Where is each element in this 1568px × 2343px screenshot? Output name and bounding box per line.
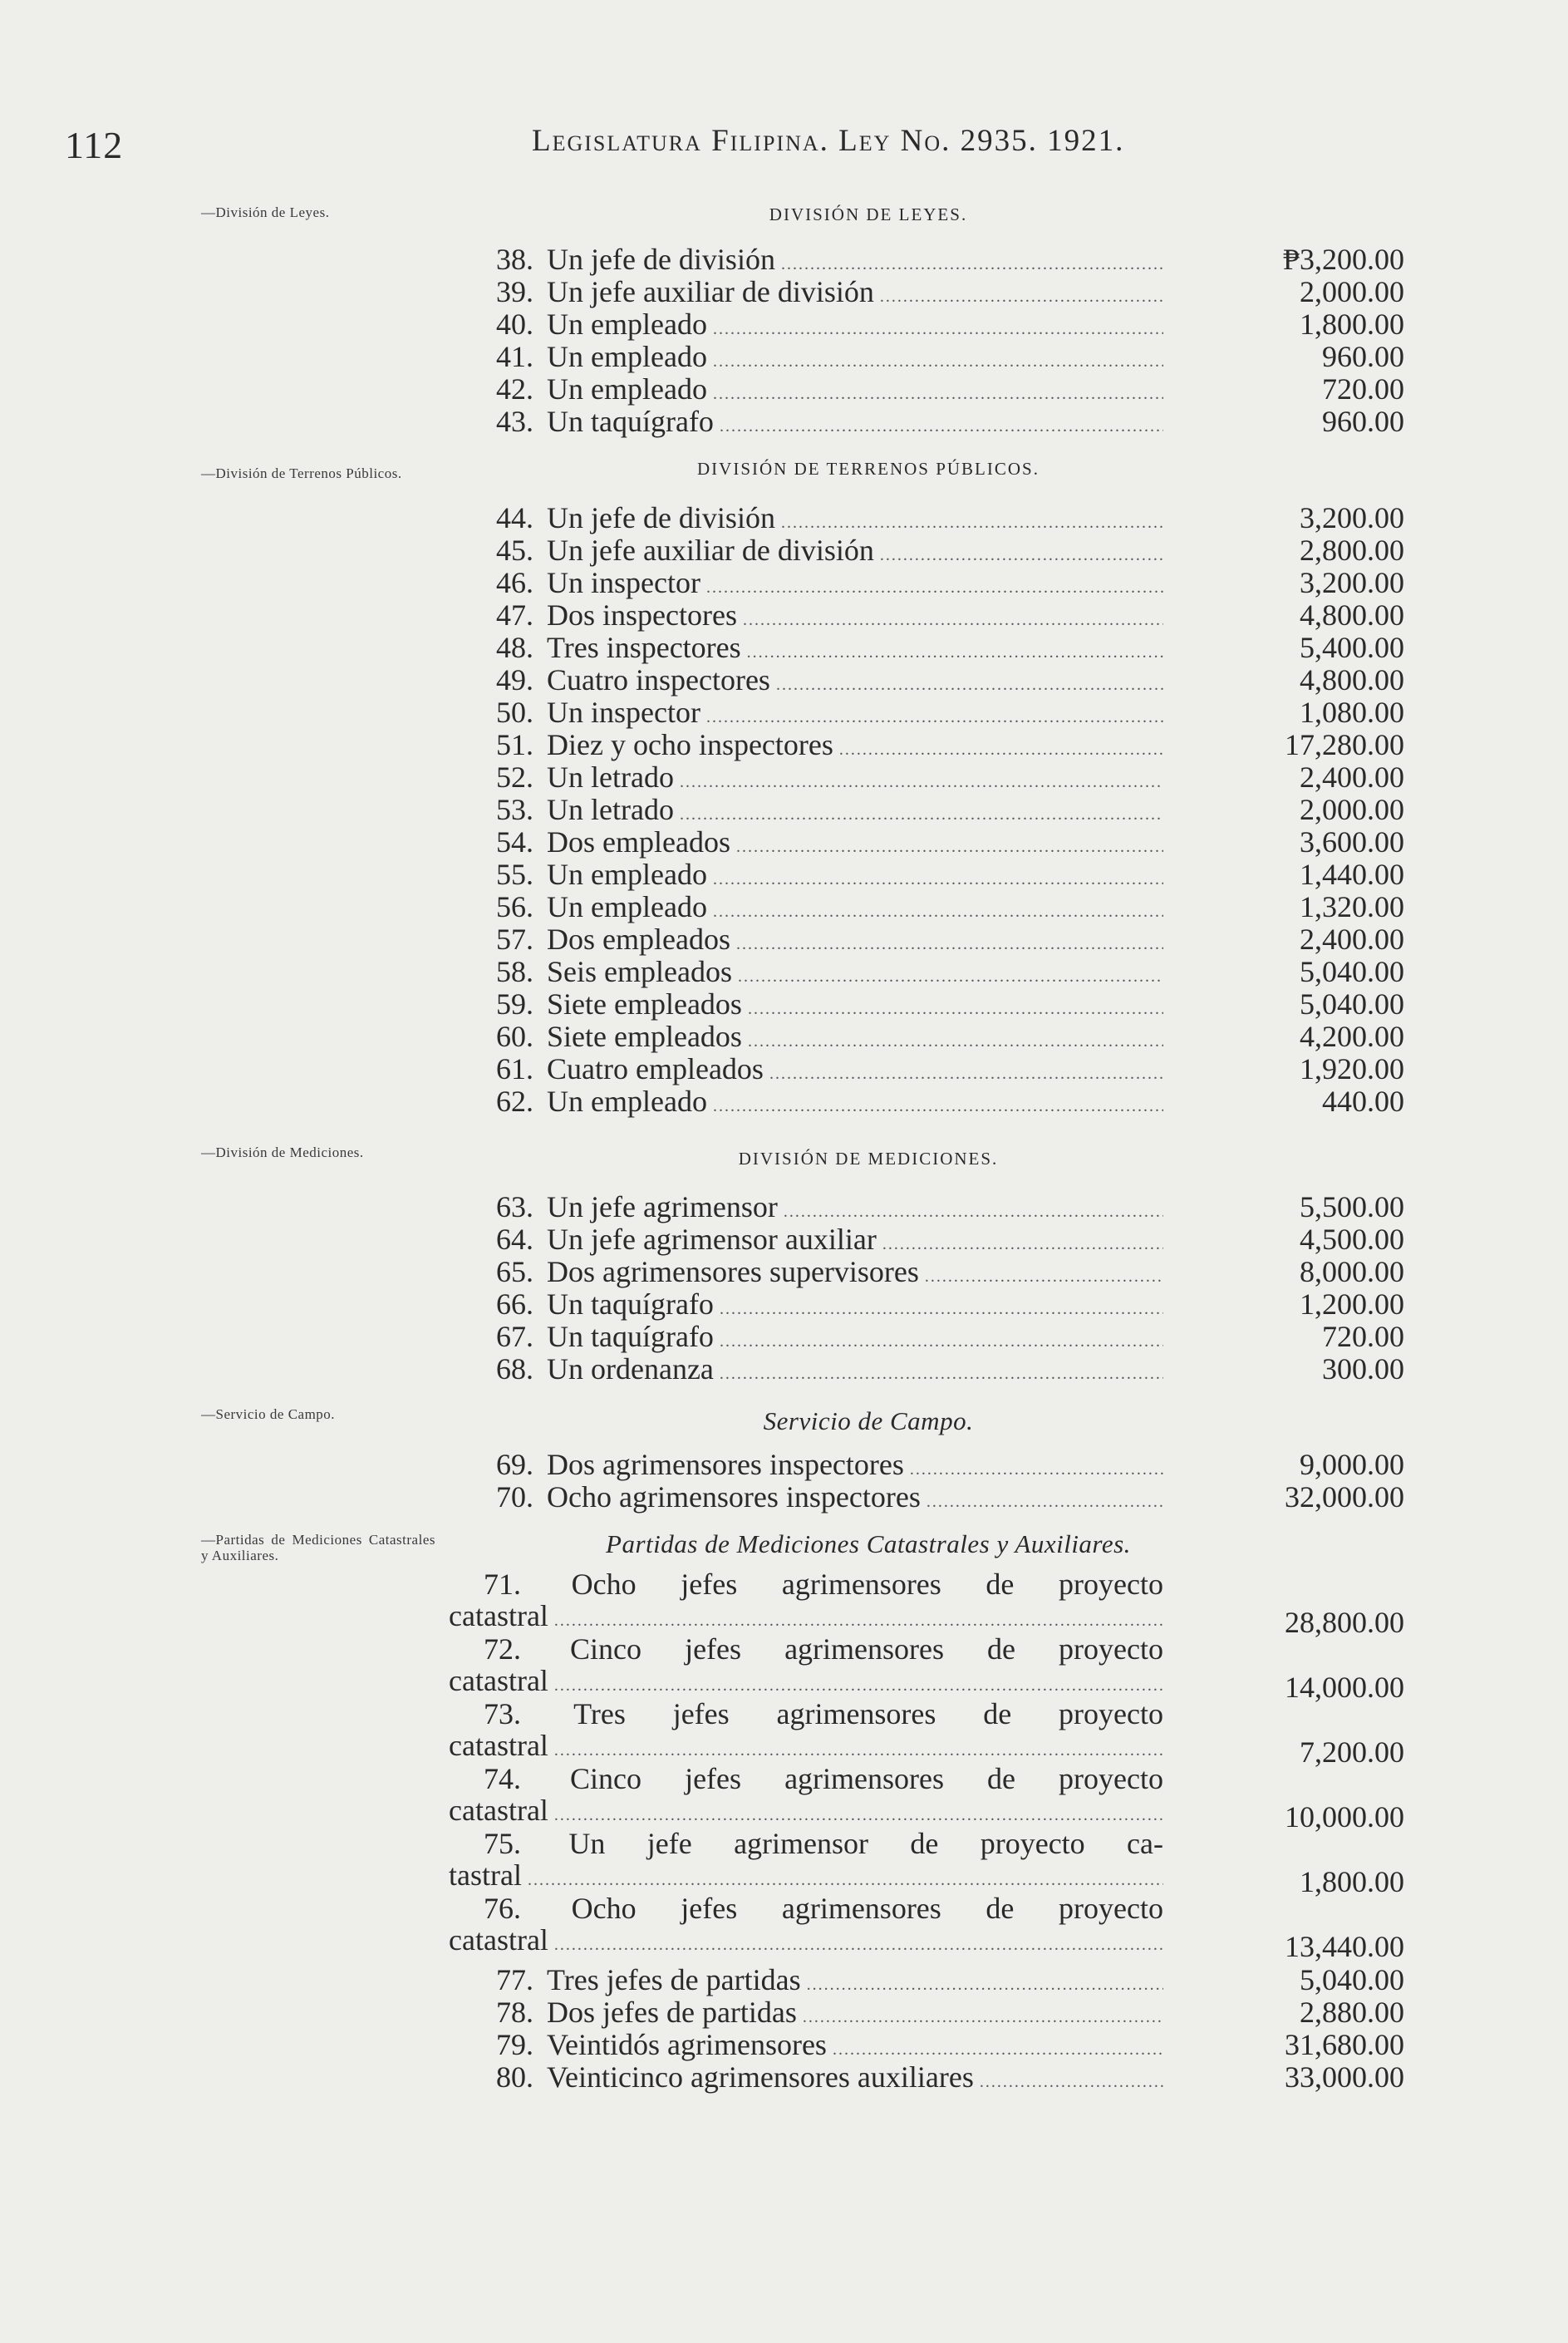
item-amount: 2,400.00 — [1300, 923, 1404, 956]
list-item — [0, 1223, 1568, 1256]
list-item — [0, 890, 1568, 923]
item-number: 78. — [496, 1996, 533, 2029]
list-item — [0, 858, 1568, 891]
item-description: Cuatro inspectores ..... — [547, 663, 1163, 701]
item-description: Un jefe agrimensor ..... — [547, 1190, 1163, 1228]
item-amount: 440.00 — [1322, 1085, 1404, 1118]
item-description: Dos empleados ..... — [547, 923, 1163, 961]
item-description: Un empleado ..... — [547, 890, 1163, 928]
item-line-2: catastral ..... — [449, 1924, 1163, 1961]
item-amount: 4,200.00 — [1300, 1020, 1404, 1053]
item-amount: 5,500.00 — [1300, 1190, 1404, 1223]
item-description: Veintidós agrimensores ..... — [547, 2028, 1163, 2066]
list-item — [0, 1762, 1568, 1834]
item-number: 38. — [496, 243, 533, 276]
item-line-2: tastral ..... — [449, 1859, 1163, 1896]
list-item — [0, 1255, 1568, 1288]
item-number: 72. — [484, 1632, 521, 1666]
list-item — [0, 372, 1568, 406]
item-line-1 — [449, 1633, 1163, 1665]
item-number: 68. — [496, 1352, 533, 1386]
list-item — [0, 760, 1568, 794]
list-item — [0, 663, 1568, 697]
list-item — [0, 1996, 1568, 2029]
list-item — [0, 1448, 1568, 1481]
list-item — [0, 598, 1568, 632]
section-heading: DIVISIÓN DE LEYES. — [769, 204, 968, 224]
item-number: 40. — [496, 308, 533, 341]
item-description: Cinco jefes agrimensores de proyecto — [570, 1632, 1164, 1666]
item-number: 46. — [496, 566, 533, 599]
item-line-1 — [449, 1568, 1163, 1600]
item-description: Un taquígrafo ..... — [547, 405, 1163, 443]
section-heading: Servicio de Campo. — [763, 1406, 974, 1435]
item-amount: 720.00 — [1322, 1320, 1404, 1353]
item-number: 57. — [496, 923, 533, 956]
item-number: 54. — [496, 825, 533, 859]
item-description: Siete empleados ..... — [547, 987, 1163, 1026]
item-description: Cuatro empleados ..... — [547, 1052, 1163, 1090]
item-description: Tres jefes agrimensores de proyecto — [573, 1697, 1163, 1730]
item-amount: 720.00 — [1322, 372, 1404, 406]
item-number: 74. — [484, 1762, 521, 1795]
item-description: Tres jefes de partidas ..... — [547, 1963, 1163, 2001]
item-number: 76. — [484, 1892, 521, 1925]
item-amount: 2,880.00 — [1300, 1996, 1404, 2029]
item-amount: 10,000.00 — [1285, 1800, 1404, 1834]
item-amount: 13,440.00 — [1285, 1930, 1404, 1963]
item-description: Ocho agrimensores inspectores ..... — [547, 1480, 1163, 1519]
list-item — [0, 405, 1568, 438]
item-number: 48. — [496, 631, 533, 664]
item-amount: 5,040.00 — [1300, 955, 1404, 988]
item-number: 70. — [496, 1480, 533, 1514]
item-description: Un taquígrafo ..... — [547, 1320, 1163, 1358]
margin-note-division-leyes: —División de Leyes. — [201, 204, 330, 220]
item-number: 64. — [496, 1223, 533, 1256]
item-description: Seis empleados ..... — [547, 955, 1163, 993]
item-amount: 1,320.00 — [1300, 890, 1404, 923]
item-line-1 — [449, 1828, 1163, 1859]
item-amount: 3,200.00 — [1300, 501, 1404, 534]
item-description: Diez y ocho inspectores ..... — [547, 728, 1163, 766]
list-item — [0, 1352, 1568, 1386]
item-number: 42. — [496, 372, 533, 406]
item-amount: 14,000.00 — [1285, 1671, 1404, 1704]
item-line-2: catastral ..... — [449, 1794, 1163, 1831]
list-item — [0, 1320, 1568, 1353]
item-number: 69. — [496, 1448, 533, 1481]
item-description: Dos jefes de partidas ..... — [547, 1996, 1163, 2034]
item-number: 45. — [496, 534, 533, 567]
item-number: 47. — [496, 598, 533, 632]
item-number: 80. — [496, 2060, 533, 2094]
list-item — [0, 923, 1568, 956]
item-description: Un empleado ..... — [547, 308, 1163, 346]
list-item — [0, 825, 1568, 859]
item-amount: 1,920.00 — [1300, 1052, 1404, 1085]
item-number: 65. — [496, 1255, 533, 1288]
item-amount: 17,280.00 — [1285, 728, 1404, 761]
item-description: Un empleado ..... — [547, 340, 1163, 378]
list-item — [0, 1052, 1568, 1085]
item-amount: 33,000.00 — [1285, 2060, 1404, 2094]
item-number: 44. — [496, 501, 533, 534]
item-description: Un jefe auxiliar de división ..... — [547, 275, 1163, 313]
list-item — [0, 308, 1568, 341]
item-amount: 5,040.00 — [1300, 1963, 1404, 1996]
item-number: 60. — [496, 1020, 533, 1053]
item-number: 59. — [496, 987, 533, 1021]
item-number: 79. — [496, 2028, 533, 2061]
item-amount: 1,200.00 — [1300, 1287, 1404, 1321]
item-amount: 300.00 — [1322, 1352, 1404, 1386]
item-line-2: catastral ..... — [449, 1600, 1163, 1637]
list-item — [0, 793, 1568, 826]
item-amount: 9,000.00 — [1300, 1448, 1404, 1481]
item-amount: 3,200.00 — [1300, 566, 1404, 599]
list-item — [0, 1085, 1568, 1118]
item-description: Un inspector ..... — [547, 566, 1163, 604]
item-amount: 31,680.00 — [1285, 2028, 1404, 2061]
section-heading: DIVISIÓN DE MEDICIONES. — [738, 1149, 999, 1169]
list-item — [0, 275, 1568, 308]
item-number: 75. — [484, 1827, 521, 1860]
item-description: Ocho jefes agrimensores de proyecto — [571, 1892, 1163, 1925]
item-number: 77. — [496, 1963, 533, 1996]
item-description: Un empleado ..... — [547, 372, 1163, 411]
list-item — [0, 1568, 1568, 1639]
item-amount: 5,040.00 — [1300, 987, 1404, 1021]
item-number: 58. — [496, 955, 533, 988]
section-heading: Partidas de Mediciones Catastrales y Auxiliares. — [606, 1529, 1131, 1558]
item-amount: ₱3,200.00 — [1282, 243, 1404, 276]
list-item — [0, 1827, 1568, 1898]
item-amount: 4,800.00 — [1300, 663, 1404, 697]
item-number: 53. — [496, 793, 533, 826]
item-amount: 2,800.00 — [1300, 534, 1404, 567]
item-description: Un jefe agrimensor de proyecto ca- — [568, 1827, 1164, 1860]
item-amount: 28,800.00 — [1285, 1606, 1404, 1639]
item-description: Un empleado ..... — [547, 1085, 1163, 1123]
item-description: Un empleado ..... — [547, 858, 1163, 896]
item-description: Veinticinco agrimensores auxiliares ..... — [547, 2060, 1163, 2099]
item-number: 49. — [496, 663, 533, 697]
list-item — [0, 1020, 1568, 1053]
list-item — [0, 696, 1568, 729]
item-line-1 — [449, 1763, 1163, 1794]
item-description: Siete empleados ..... — [547, 1020, 1163, 1058]
item-amount: 4,800.00 — [1300, 598, 1404, 632]
running-head: Legislatura Filipina. Ley No. 2935. 1921. — [532, 124, 1125, 158]
margin-note-division-terrenos: —División de Terrenos Públicos. — [201, 465, 402, 481]
list-item — [0, 501, 1568, 534]
item-description: Un ordenanza ..... — [547, 1352, 1163, 1391]
item-amount: 1,800.00 — [1300, 1865, 1404, 1898]
item-amount: 1,440.00 — [1300, 858, 1404, 891]
item-number: 67. — [496, 1320, 533, 1353]
item-amount: 3,600.00 — [1300, 825, 1404, 859]
item-number: 62. — [496, 1085, 533, 1118]
item-amount: 32,000.00 — [1285, 1480, 1404, 1514]
item-description: Ocho jefes agrimensores de proyecto — [571, 1568, 1163, 1601]
item-number: 73. — [484, 1697, 521, 1730]
item-description: Un jefe agrimensor auxiliar ..... — [547, 1223, 1163, 1261]
list-item — [0, 987, 1568, 1021]
item-description: Un jefe de división ..... — [547, 243, 1163, 281]
list-item — [0, 1632, 1568, 1704]
margin-note-division-mediciones: —División de Mediciones. — [201, 1144, 364, 1160]
list-item — [0, 1963, 1568, 1996]
item-number: 63. — [496, 1190, 533, 1223]
item-description: Cinco jefes agrimensores de proyecto — [570, 1762, 1164, 1795]
item-amount: 2,400.00 — [1300, 760, 1404, 794]
item-amount: 960.00 — [1322, 405, 1404, 438]
item-description: Dos agrimensores inspectores ..... — [547, 1448, 1163, 1486]
item-line-2: catastral ..... — [449, 1730, 1163, 1766]
item-number: 55. — [496, 858, 533, 891]
item-line-2: catastral ..... — [449, 1665, 1163, 1701]
item-number: 51. — [496, 728, 533, 761]
item-description: Un jefe auxiliar de división ..... — [547, 534, 1163, 572]
item-amount: 4,500.00 — [1300, 1223, 1404, 1256]
item-description: Un jefe de división ..... — [547, 501, 1163, 539]
item-number: 52. — [496, 760, 533, 794]
item-number: 56. — [496, 890, 533, 923]
item-amount: 1,800.00 — [1300, 308, 1404, 341]
item-description: Dos agrimensores supervisores ..... — [547, 1255, 1163, 1293]
margin-note-servicio-campo: —Servicio de Campo. — [201, 1406, 336, 1422]
item-number: 66. — [496, 1287, 533, 1321]
item-number: 61. — [496, 1052, 533, 1085]
item-amount: 1,080.00 — [1300, 696, 1404, 729]
margin-note-partidas-mediciones: —Partidas de Mediciones Catastrales y Auxiliares. — [201, 1532, 435, 1563]
section-heading: DIVISIÓN DE TERRENOS PÚBLICOS. — [697, 459, 1040, 479]
item-amount: 960.00 — [1322, 340, 1404, 373]
list-item — [0, 728, 1568, 761]
list-item — [0, 1480, 1568, 1514]
item-description: Un letrado ..... — [547, 793, 1163, 831]
list-item — [0, 1697, 1568, 1769]
list-item — [0, 340, 1568, 373]
item-number: 43. — [496, 405, 533, 438]
item-description: Un taquígrafo ..... — [547, 1287, 1163, 1326]
list-item — [0, 955, 1568, 988]
list-item — [0, 631, 1568, 664]
item-amount: 7,200.00 — [1300, 1735, 1404, 1769]
item-amount: 8,000.00 — [1300, 1255, 1404, 1288]
list-item — [0, 2060, 1568, 2094]
list-item — [0, 566, 1568, 599]
list-item — [0, 1190, 1568, 1223]
list-item — [0, 1287, 1568, 1321]
item-line-1 — [449, 1698, 1163, 1730]
item-description: Tres inspectores ..... — [547, 631, 1163, 669]
list-item — [0, 534, 1568, 567]
item-line-1 — [449, 1893, 1163, 1924]
list-item — [0, 1892, 1568, 1963]
item-description: Dos empleados ..... — [547, 825, 1163, 864]
item-amount: 5,400.00 — [1300, 631, 1404, 664]
item-number: 71. — [484, 1568, 521, 1601]
item-description: Un letrado ..... — [547, 760, 1163, 799]
item-description: Un inspector ..... — [547, 696, 1163, 734]
list-item — [0, 2028, 1568, 2061]
page-number: 112 — [65, 124, 124, 166]
item-number: 39. — [496, 275, 533, 308]
item-amount: 2,000.00 — [1300, 793, 1404, 826]
item-amount: 2,000.00 — [1300, 275, 1404, 308]
item-description: Dos inspectores ..... — [547, 598, 1163, 637]
item-number: 41. — [496, 340, 533, 373]
list-item — [0, 243, 1568, 276]
item-number: 50. — [496, 696, 533, 729]
